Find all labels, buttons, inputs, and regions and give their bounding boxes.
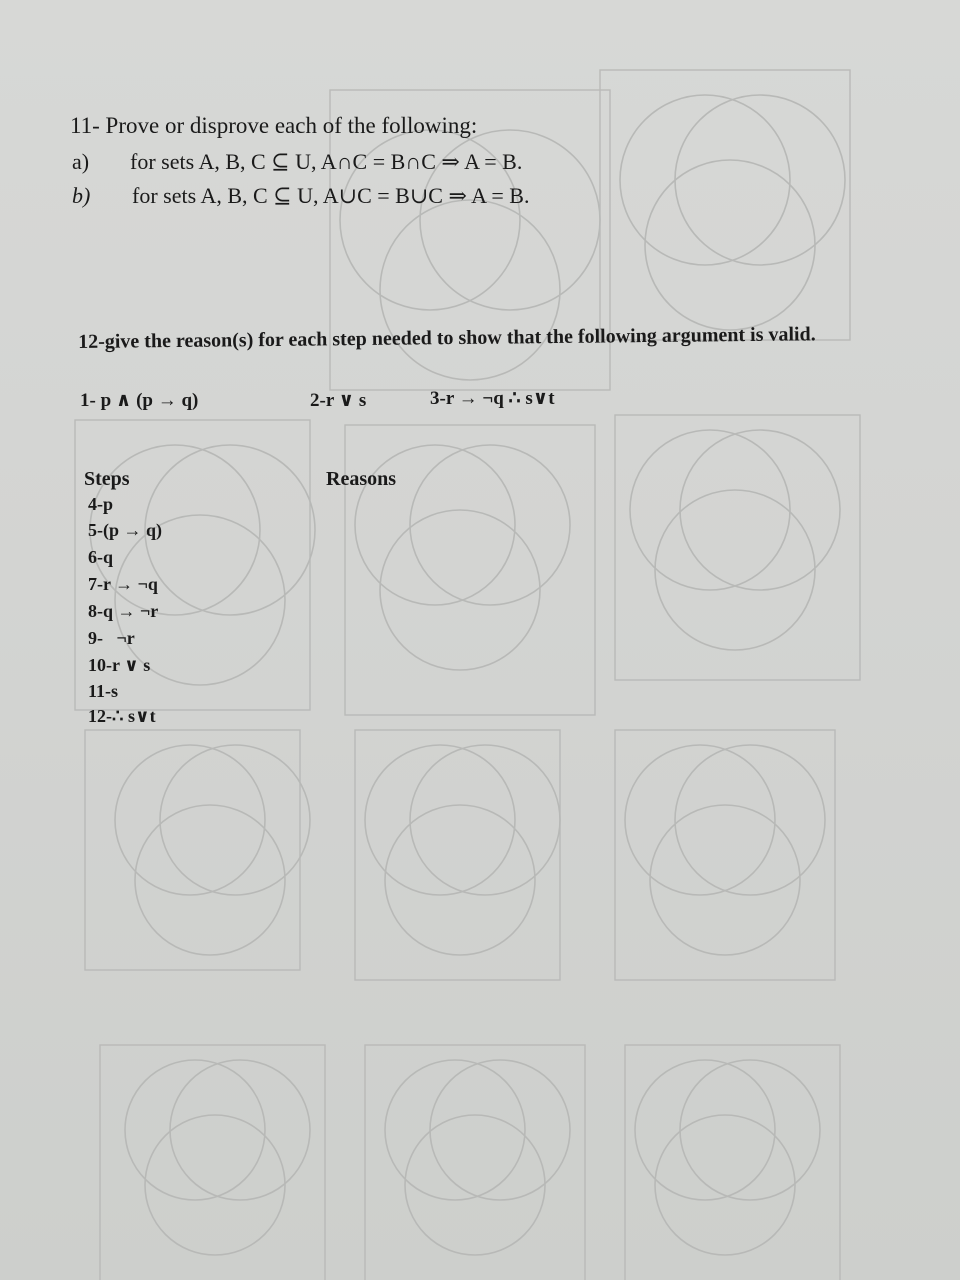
steps-heading: Steps: [84, 468, 130, 490]
step-7: 7-r → ¬q: [88, 574, 158, 594]
question-11-b-text: for sets A, B, C ⊆ U, A∪C = B∪C ⇒ A = B.: [132, 183, 530, 208]
step-6: 6-q: [88, 547, 114, 567]
step-9: 9- ¬r: [88, 628, 135, 648]
question-11-a-text: for sets A, B, C ⊆ U, A∩C = B∩C ⇒ A = B.: [130, 149, 523, 174]
step-12: 12-∴ s∨t: [88, 706, 156, 726]
premise-1: 1- p ∧ (p → q): [80, 390, 199, 411]
question-11-b-label: b): [72, 183, 91, 208]
question-12-title: 12-give the reason(s) for each step needed to show that the following argument is valid.: [78, 323, 816, 353]
step-8: 8-q → ¬r: [88, 601, 159, 621]
question-11-a-label: a): [72, 149, 90, 174]
step-11: 11-s: [88, 681, 119, 701]
step-10: 10-r ∨ s: [88, 655, 151, 675]
reasons-heading: Reasons: [326, 468, 397, 490]
premise-3-conclusion: 3-r → ¬q ∴ s∨t: [430, 388, 555, 409]
step-5: 5-(p → q): [88, 520, 163, 540]
question-11-title: 11- Prove or disprove each of the following:: [70, 113, 478, 138]
step-4: 4-p: [88, 494, 114, 514]
premise-2: 2-r ∨ s: [310, 390, 367, 411]
